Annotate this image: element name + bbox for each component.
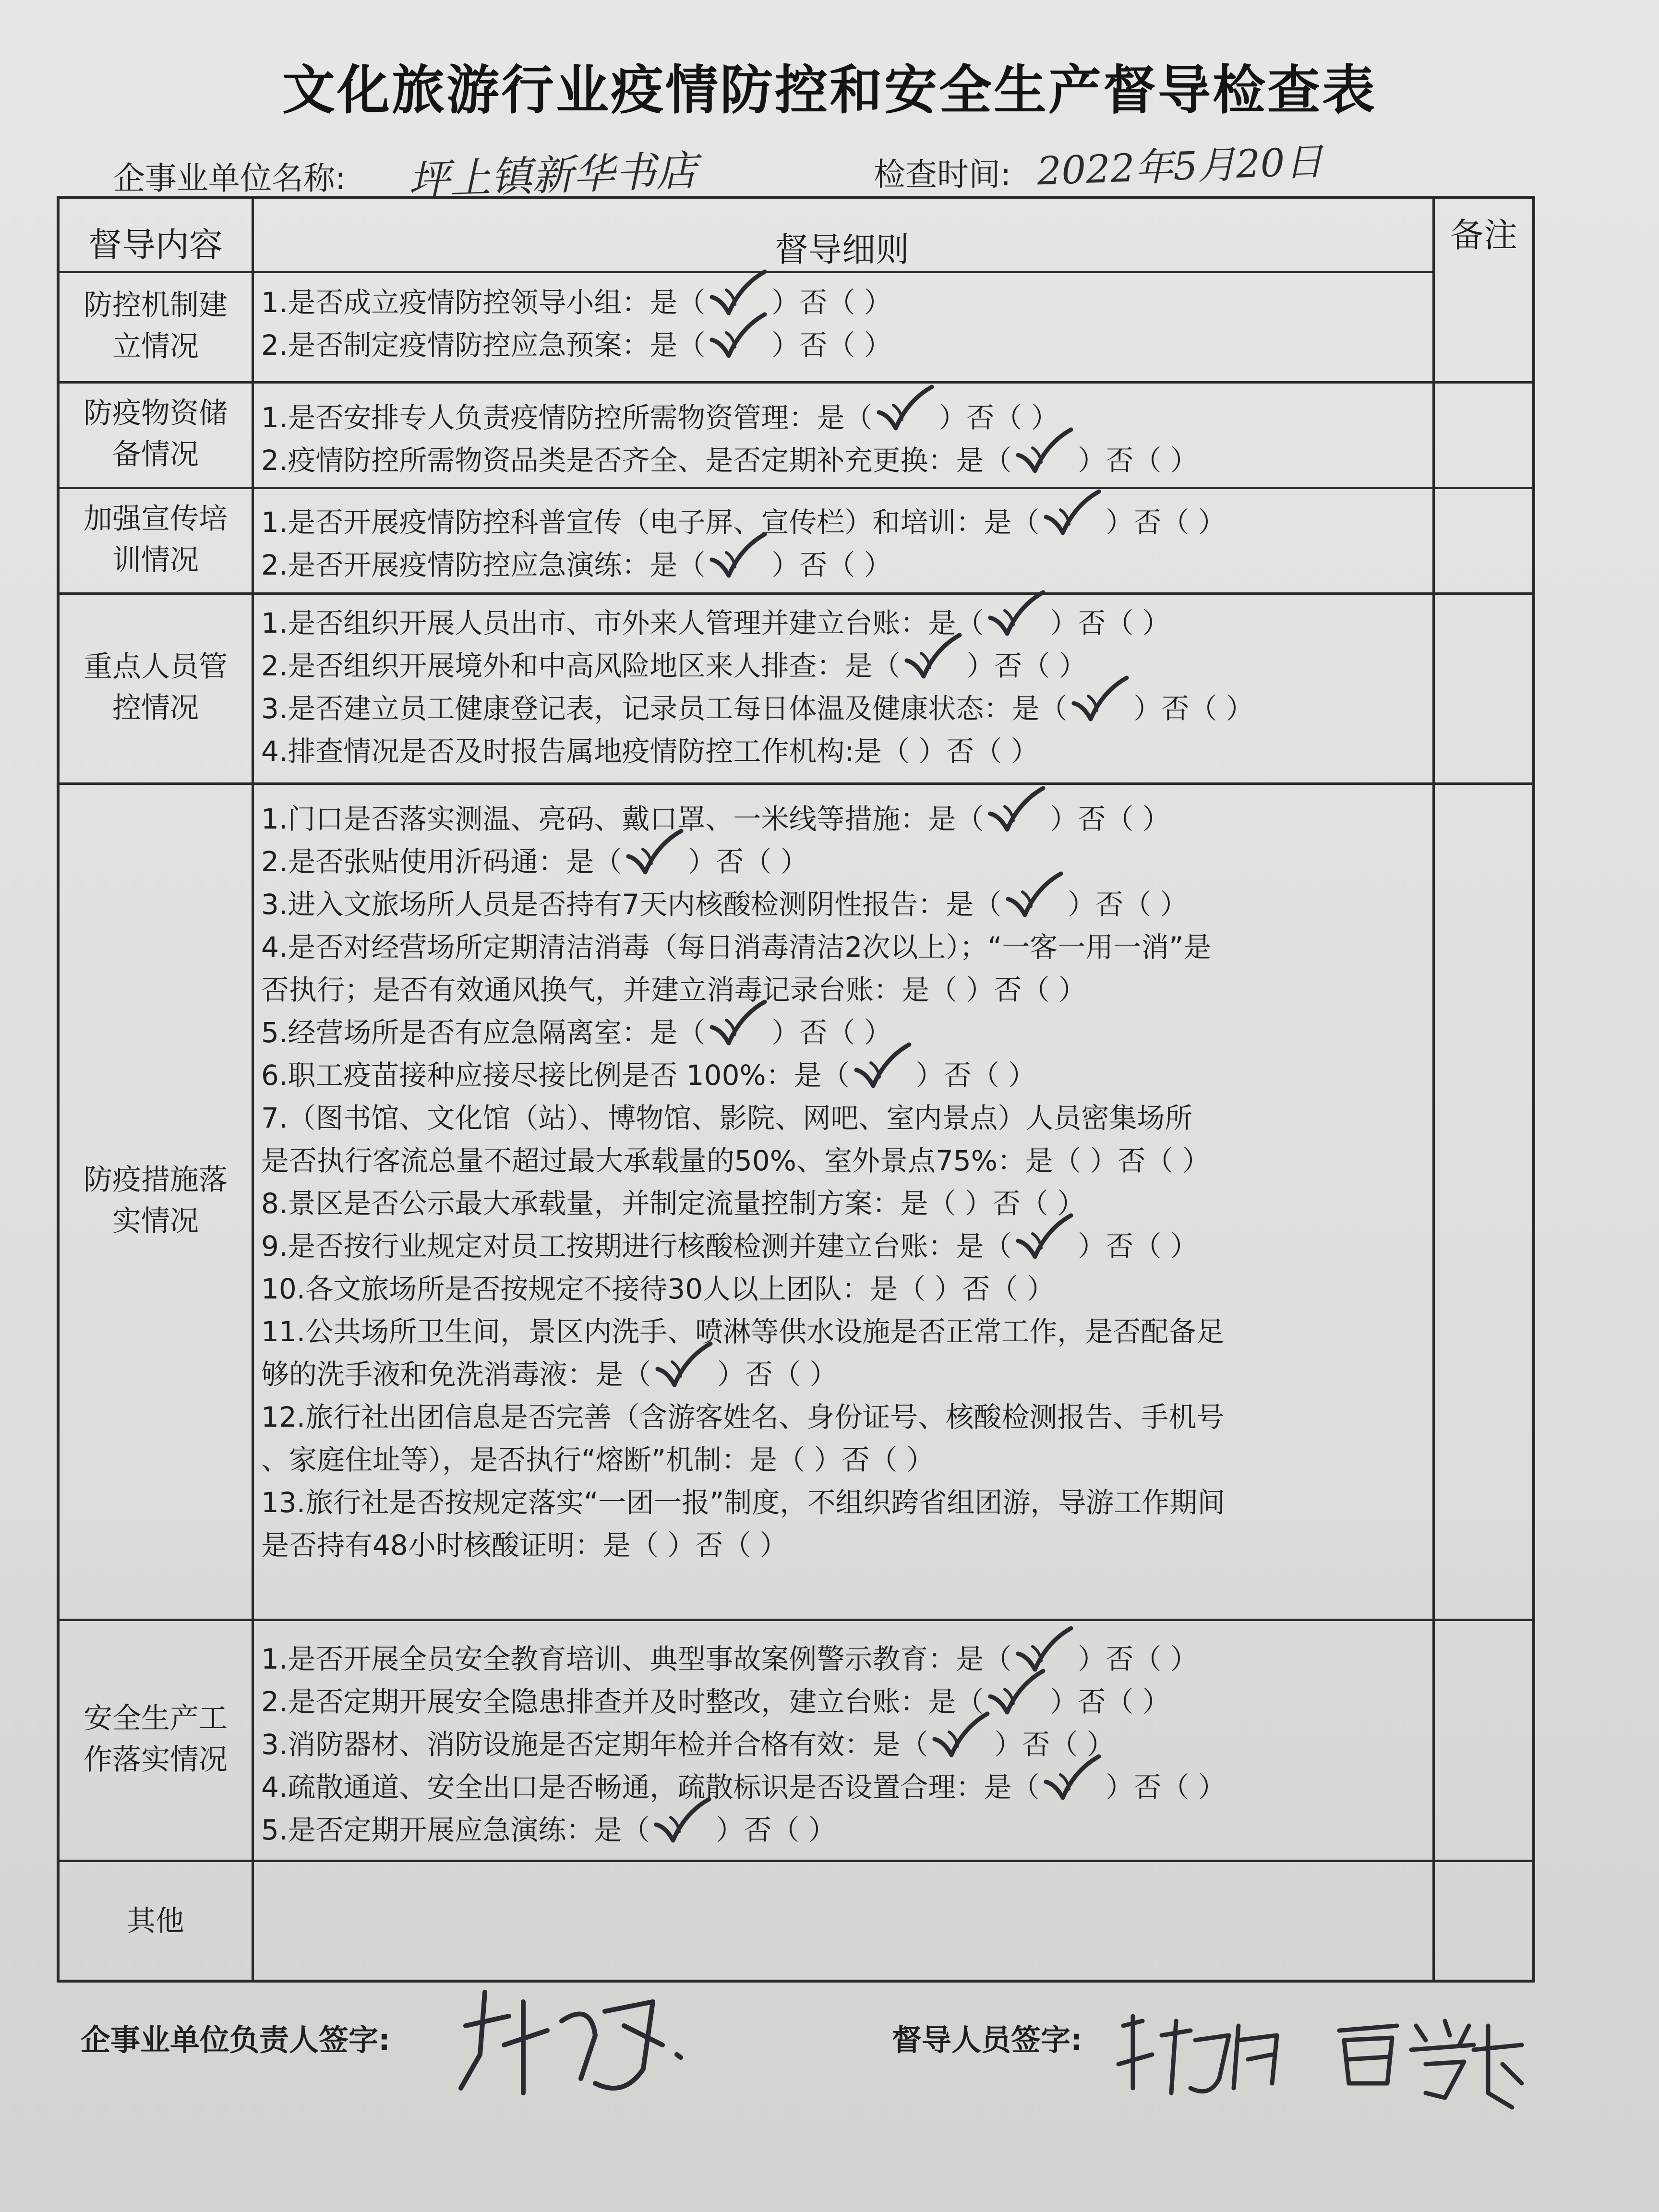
checklist-item-tail: ）否（ ） [1068, 888, 1188, 921]
checkmark-icon [874, 405, 937, 434]
checklist-item-text: 7.（图书馆、文化馆（站）、博物馆、影院、网吧、室内景点）人员密集场所 [261, 1102, 1193, 1134]
row-divider [60, 381, 1532, 384]
checkmark-icon [653, 1362, 715, 1391]
category-prevention-mechanism: 防控机制建立情况 [84, 289, 228, 363]
checklist-item [261, 602, 1490, 645]
checklist-item-tail: ）否（ ） [1050, 1685, 1170, 1718]
items-section-3 [261, 602, 1490, 773]
category-supplies: 防疫物资储备情况 [84, 397, 228, 471]
checklist-item [261, 397, 1490, 439]
column-header-rules: 督导细则 [775, 230, 909, 269]
checklist-item-text: 2.是否组织开展境外和中高风险地区来人排查：是（ [261, 649, 901, 682]
checklist-item-tail: ）否（ ） [1106, 1771, 1226, 1803]
checklist-item [261, 1097, 1490, 1140]
column-header-remarks: 备注 [1450, 216, 1517, 255]
checklist-item-tail: ）否（ ） [717, 1358, 838, 1391]
unit-name-label: 企事业单位名称: [113, 160, 346, 197]
checklist-item-text: 1.是否开展全员安全教育培训、典型事故案例警示教育：是（ [261, 1643, 1012, 1675]
checklist-item-text: 1.是否开展疫情防控科普宣传（电子屏、宣传栏）和培训：是（ [261, 506, 1040, 539]
checklist-item [261, 1809, 1490, 1851]
checklist-item-text: 2.是否定期开展安全隐患排查并及时整改，建立台账：是（ [261, 1685, 984, 1718]
checklist-item-text: 1.是否成立疫情防控领导小组：是（ [261, 286, 706, 319]
checklist-item [261, 1140, 1490, 1182]
checkmark-icon [1041, 510, 1104, 539]
checklist-item-text: 1.是否组织开展人员出市、市外来人管理并建立台账：是（ [261, 607, 984, 639]
checklist-item-text: 、家庭住址等），是否执行“熔断”机制：是（ ）否（ ） [261, 1443, 934, 1476]
checklist-item-text: 4.疏散通道、安全出口是否畅通，疏散标识是否设置合理：是（ [261, 1771, 1040, 1803]
checklist-item [261, 1054, 1490, 1097]
checkmark-icon [902, 653, 964, 682]
checklist-item [261, 1439, 1490, 1481]
checklist-item-text: 够的洗手液和免洗消毒液：是（ [261, 1358, 651, 1391]
row-divider [60, 487, 1532, 489]
checkmark-icon [1003, 892, 1066, 921]
checklist-item [261, 544, 1490, 587]
row-divider [60, 782, 1532, 785]
items-section-0 [261, 281, 1490, 367]
inspection-table [57, 196, 1535, 1983]
checklist-item [261, 645, 1490, 687]
checklist-item-tail: ）否（ ） [771, 329, 892, 361]
category-key-personnel: 重点人员管控情况 [84, 650, 228, 725]
items-section-4 [261, 798, 1490, 1567]
checklist-item-text: 3.消防器材、消防设施是否定期年检并合格有效：是（ [261, 1728, 928, 1761]
checkmark-icon [707, 553, 769, 581]
category-other: 其他 [127, 1904, 184, 1938]
checklist-item-text: 13.旅行社是否按规定落实“一团一报”制度，不组织跨省组团游，导游工作期间 [261, 1486, 1226, 1519]
checklist-item [261, 1723, 1490, 1766]
checklist-item [261, 1638, 1490, 1681]
items-section-1 [261, 397, 1490, 482]
checklist-item-tail: ）否（ ） [1078, 444, 1198, 477]
checklist-item-text: 是否执行客流总量不超过最大承载量的50%、室外景点75%：是（ ）否（ ） [261, 1144, 1210, 1177]
checklist-item-tail: ）否（ ） [771, 549, 892, 581]
checklist-item-tail: ）否（ ） [1133, 692, 1254, 725]
checklist-item-text: 1.是否安排专人负责疫情防控所需物资管理：是（ [261, 401, 873, 434]
checklist-item-tail: ）否（ ） [1078, 1230, 1198, 1262]
supervisor-signature-1 [1114, 2007, 1286, 2103]
checklist-item [261, 883, 1490, 926]
checklist-item [261, 281, 1490, 324]
checklist-item [261, 324, 1490, 367]
checkmark-icon [624, 849, 686, 878]
checklist-item-text: 1.门口是否落实测温、亮码、戴口罩、一米线等措施：是（ [261, 803, 984, 835]
checkmark-icon [986, 806, 1048, 835]
checklist-item [261, 798, 1490, 841]
checklist-item-text: 8.景区是否公示最大承载量，并制定流量控制方案：是（ ）否（ ） [261, 1187, 1085, 1220]
checklist-item-tail: ）否（ ） [1078, 1643, 1198, 1675]
checklist-item [261, 841, 1490, 883]
checklist-item-tail: ）否（ ） [1050, 607, 1170, 639]
checkmark-icon [707, 333, 769, 361]
checklist-item-tail: ）否（ ） [1106, 506, 1226, 539]
checkmark-icon [1013, 1234, 1076, 1262]
checklist-item-text: 5.是否定期开展应急演练：是（ [261, 1814, 650, 1846]
checklist-item-tail: ）否（ ） [966, 649, 1087, 682]
checkmark-icon [1069, 696, 1131, 725]
category-work-safety: 安全生产工作落实情况 [84, 1702, 228, 1777]
checklist-item-text: 4.排查情况是否及时报告属地疫情防控工作机构:是（ ）否（ ） [261, 735, 1039, 768]
supervisor-signature-2 [1330, 2011, 1531, 2117]
checklist-item-text: 9.是否按行业规定对员工按期进行核酸检测并建立台账：是（ [261, 1230, 1012, 1262]
checklist-item-text: 6.职工疫苗接种应接尽接比例是否 100%：是（ [261, 1059, 850, 1092]
checklist-item [261, 1681, 1490, 1723]
checklist-item-text: 2.疫情防控所需物资品类是否齐全、是否定期补充更换：是（ [261, 444, 1012, 477]
checklist-item-text: 否执行；是否有效通风换气，并建立消毒记录台账：是（ ）否（ ） [261, 974, 1086, 1006]
checklist-item-text: 10.各文旅场所是否按规定不接待30人以上团队：是（ ）否（ ） [261, 1273, 1055, 1305]
checklist-item [261, 730, 1490, 773]
checklist-item [261, 969, 1490, 1011]
checklist-item [261, 1766, 1490, 1809]
checklist-item-tail: ）否（ ） [915, 1059, 1036, 1092]
column-header-content: 督导内容 [88, 225, 223, 264]
checklist-item [261, 1310, 1490, 1353]
checklist-item-tail: ）否（ ） [1050, 803, 1170, 835]
checklist-item-tail: ）否（ ） [938, 401, 1059, 434]
checklist-item [261, 439, 1490, 482]
row-divider [60, 1619, 1532, 1621]
checklist-item-text: 5.经营场所是否有应急隔离室：是（ [261, 1016, 706, 1049]
checkmark-icon [1041, 1775, 1104, 1803]
checklist-item [261, 1396, 1490, 1439]
checklist-item [261, 1481, 1490, 1524]
inspection-time-label: 检查时间: [874, 156, 1011, 193]
checklist-item [261, 1182, 1490, 1225]
checkmark-icon [852, 1063, 914, 1092]
checklist-item-text: 4.是否对经营场所定期清洁消毒（每日消毒清洁2次以上）；“一客一用一消”是 [261, 931, 1212, 963]
checklist-item-text: 2.是否开展疫情防控应急演练：是（ [261, 549, 706, 581]
checklist-item [261, 501, 1490, 544]
column-divider [252, 199, 254, 1980]
checklist-item-tail: ）否（ ） [716, 1814, 836, 1846]
checkmark-icon [1013, 448, 1076, 477]
row-divider [60, 592, 1532, 595]
checkmark-icon [651, 1817, 714, 1846]
checklist-item-text: 3.是否建立员工健康登记表，记录员工每日体温及健康状态：是（ [261, 692, 1068, 725]
checkmark-icon [930, 1732, 992, 1761]
owner-signature-label: 企事业单位负责人签字: [81, 2022, 390, 2057]
checklist-item [261, 1225, 1490, 1268]
checkmark-icon [986, 611, 1048, 639]
category-prevention-measures: 防疫措施落实情况 [84, 1163, 228, 1238]
checklist-item-text: 2.是否制定疫情防控应急预案：是（ [261, 329, 706, 361]
checkmark-icon [986, 1689, 1048, 1718]
checklist-item-tail: ）否（ ） [771, 286, 892, 319]
unit-name-handwritten: 坪上镇新华书店 [407, 146, 698, 205]
inspection-time-handwritten: 2022年5月20日 [1036, 139, 1324, 194]
category-publicity-training: 加强宣传培训情况 [84, 502, 228, 577]
supervisor-signature-label: 督导人员签字: [892, 2022, 1082, 2057]
checklist-item [261, 687, 1490, 730]
checklist-item-text: 11.公共场所卫生间，景区内洗手、喷淋等供水设施是否正常工作，是否配备足 [261, 1315, 1225, 1348]
checklist-item-text: 2.是否张贴使用沂码通：是（ [261, 845, 622, 878]
owner-signature [451, 1973, 701, 2117]
checklist-item-text: 是否持有48小时核酸证明：是（ ）否（ ） [261, 1529, 788, 1562]
checklist-item-text: 3.进入文旅场所人员是否持有7天内核酸检测阴性报告：是（ [261, 888, 1002, 921]
items-section-2 [261, 501, 1490, 587]
document-title: 文化旅游行业疫情防控和安全生产督导检查表 [282, 59, 1377, 121]
checklist-item-text: 12.旅行社出团信息是否完善（含游客姓名、身份证号、核酸检测报告、手机号 [261, 1401, 1225, 1433]
checkmark-icon [707, 1020, 769, 1049]
checklist-item-tail: ）否（ ） [688, 845, 808, 878]
items-section-5 [261, 1638, 1490, 1851]
checklist-item [261, 1524, 1490, 1567]
checklist-item [261, 1353, 1490, 1396]
row-divider [60, 1860, 1532, 1862]
checklist-item-tail: ）否（ ） [771, 1016, 892, 1049]
checklist-item [261, 926, 1490, 969]
checklist-item [261, 1268, 1490, 1310]
checklist-item-tail: ）否（ ） [994, 1728, 1115, 1761]
